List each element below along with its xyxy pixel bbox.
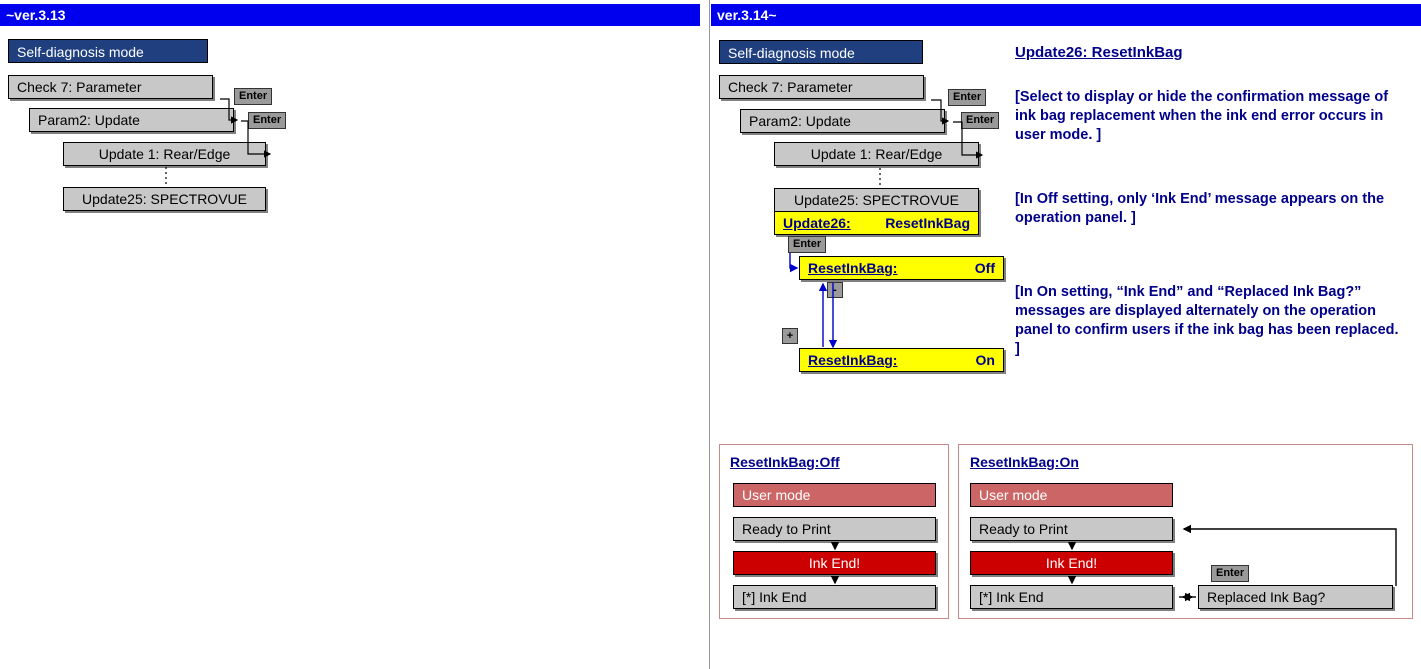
right-enter-tag-1: Enter — [948, 89, 986, 106]
right-step-param2[interactable]: Param2: Update — [740, 109, 945, 133]
left-self-diagnosis-mode: Self-diagnosis mode — [8, 39, 208, 63]
on-user-mode: User mode — [970, 483, 1173, 507]
left-step-update1[interactable]: Update 1: Rear/Edge — [63, 142, 266, 166]
on-ready-to-print: Ready to Print — [970, 517, 1173, 541]
off-ink-end-alert: Ink End! — [733, 551, 936, 575]
note-1: [Select to display or hide the confirmation message of ink bag replacement when the ink end error occurs in user mode. ] — [1015, 89, 1389, 143]
off-ready-to-print: Ready to Print — [733, 517, 936, 541]
right-enter-tag-2: Enter — [961, 112, 999, 129]
right-self-diagnosis-mode: Self-diagnosis mode — [719, 40, 923, 64]
right-step-update26-highlight[interactable] — [774, 211, 979, 235]
minus-button[interactable]: - — [827, 282, 843, 298]
right-step-check7[interactable]: Check 7: Parameter — [719, 75, 924, 99]
setting-resetinkbag-on[interactable] — [799, 348, 1004, 372]
resetinkbag-off-label: ResetInkBag: — [808, 260, 898, 276]
subpanel-on-title: ResetInkBag:On — [970, 454, 1079, 470]
left-title-bar: ~ver.3.13 — [0, 4, 700, 26]
update26-label: Update26: — [783, 215, 851, 231]
on-ink-end-item: [*] Ink End — [970, 585, 1173, 609]
left-enter-tag-2: Enter — [248, 112, 286, 129]
right-step-update25[interactable]: Update25: SPECTROVUE — [774, 188, 979, 212]
on-ink-end-alert: Ink End! — [970, 551, 1173, 575]
off-ink-end-item: [*] Ink End — [733, 585, 936, 609]
on-enter-tag: Enter — [1211, 565, 1249, 582]
resetinkbag-on-label: ResetInkBag: — [808, 352, 898, 368]
right-title-bar: ver.3.14~ — [711, 4, 1421, 26]
left-panel — [0, 0, 710, 669]
subpanel-off-title: ResetInkBag:Off — [730, 454, 840, 470]
notes-heading: Update26: ResetInkBag — [1015, 44, 1183, 61]
left-step-update25[interactable]: Update25: SPECTROVUE — [63, 187, 266, 211]
left-enter-tag-1: Enter — [234, 88, 272, 105]
setting-resetinkbag-off[interactable] — [799, 256, 1004, 280]
right-step-update1[interactable]: Update 1: Rear/Edge — [774, 142, 979, 166]
on-replaced-ink-bag: Replaced Ink Bag? — [1198, 585, 1393, 609]
plus-button[interactable]: + — [782, 328, 798, 344]
resetinkbag-off-value: Off — [974, 260, 995, 276]
left-step-param2[interactable]: Param2: Update — [29, 108, 234, 132]
right-enter-tag-3: Enter — [788, 236, 826, 253]
resetinkbag-on-value: On — [975, 352, 995, 368]
right-panel — [711, 0, 1421, 669]
left-step-check7[interactable]: Check 7: Parameter — [8, 75, 213, 99]
off-user-mode: User mode — [733, 483, 936, 507]
note-2: [In Off setting, only ‘Ink End’ message appears on the operation panel. ] — [1015, 191, 1385, 226]
update26-value: ResetInkBag — [885, 215, 970, 231]
note-3: [In On setting, “Ink End” and “Replaced Ink Bag?” messages are displayed alternately on the operation panel to confirm users if the ink bag has been replaced. ] — [1015, 284, 1399, 357]
